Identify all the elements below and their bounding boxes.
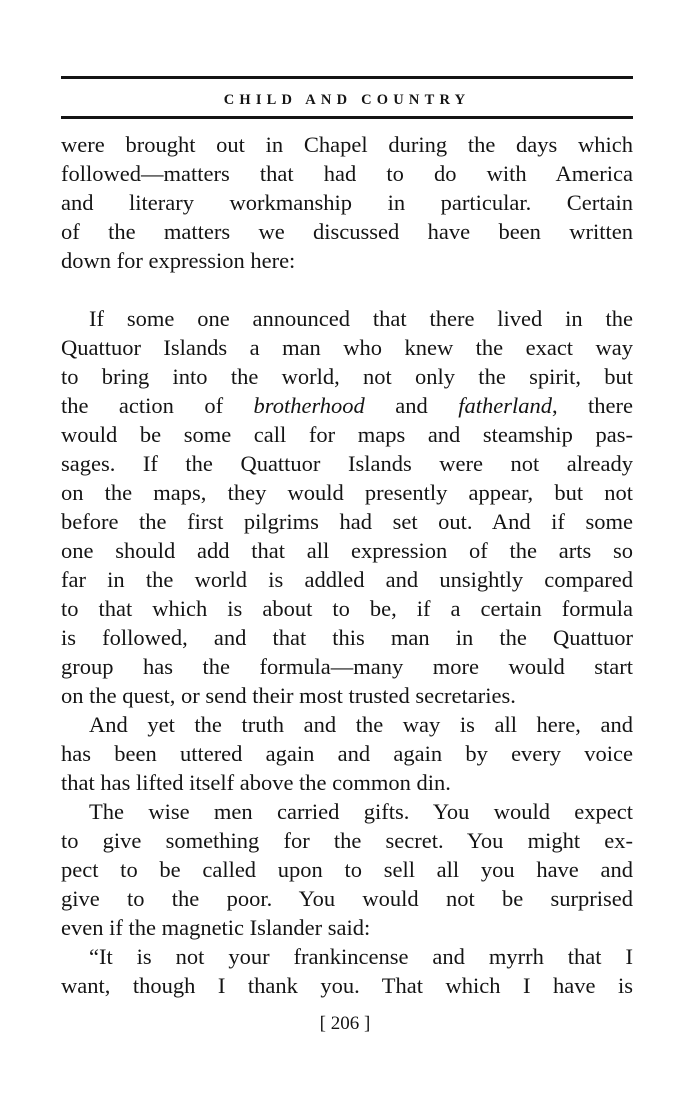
text-line-with-italics: the action of brotherhood and fatherland, there	[61, 393, 633, 418]
paragraph-5	[61, 942, 633, 1000]
paragraph-3	[61, 710, 633, 797]
text-line: to that which is about to be, if a certain formula	[61, 596, 633, 621]
text-line: one should add that all expression of the arts so	[61, 538, 633, 563]
text-line: would be some call for maps and steamship pas-	[61, 422, 633, 447]
text-line: And yet the truth and the way is all here, and	[89, 712, 633, 737]
section-break	[61, 275, 633, 304]
text-line: even if the magnetic Islander said:	[61, 915, 371, 940]
text-line: of the matters we discussed have been written	[61, 219, 633, 244]
text-line: to bring into the world, not only the spirit, but	[61, 364, 633, 389]
text-line: group has the formula—many more would start	[61, 654, 633, 679]
page-number: [ 206 ]	[319, 1013, 371, 1034]
text-line: The wise men carried gifts. You would expect	[89, 799, 633, 824]
running-head: CHILD AND COUNTRY	[223, 92, 471, 108]
text-line: want, though I thank you. That which I have is	[61, 973, 633, 998]
text-line: has been uttered again and again by every voice	[61, 741, 633, 766]
text-line: that has lifted itself above the common din.	[61, 770, 451, 795]
running-head-top-rule	[61, 76, 633, 79]
text-line: to give something for the secret. You might ex-	[61, 828, 633, 853]
text-line: is followed, and that this man in the Quattuor	[61, 625, 633, 650]
paragraph-2	[61, 304, 633, 710]
text-line: on the quest, or send their most trusted secretaries.	[61, 683, 516, 708]
text-line: Quattuor Islands a man who knew the exact way	[61, 335, 633, 360]
text-line: sages. If the Quattuor Islands were not already	[61, 451, 633, 476]
text-line: give to the poor. You would not be surprised	[61, 886, 633, 911]
running-head-bottom-rule	[61, 116, 633, 119]
text-line: If some one announced that there lived in the	[89, 306, 633, 331]
body-text	[61, 130, 633, 1000]
paragraph-1	[61, 130, 633, 275]
text-line: pect to be called upon to sell all you have and	[61, 857, 633, 882]
text-line: before the first pilgrims had set out. And if some	[61, 509, 633, 534]
italic-term: brotherhood	[253, 393, 365, 418]
text-line: far in the world is addled and unsightly compared	[61, 567, 633, 592]
text-line: and literary workmanship in particular. Certain	[61, 190, 633, 215]
text-line: “It is not your frankincense and myrrh that I	[89, 944, 633, 969]
paragraph-4	[61, 797, 633, 942]
text-line: followed—matters that had to do with America	[61, 161, 633, 186]
text-line: on the maps, they would presently appear, but not	[61, 480, 633, 505]
italic-term: fatherland	[458, 393, 552, 418]
text-line: were brought out in Chapel during the days which	[61, 132, 633, 157]
text-line: down for expression here:	[61, 248, 296, 273]
